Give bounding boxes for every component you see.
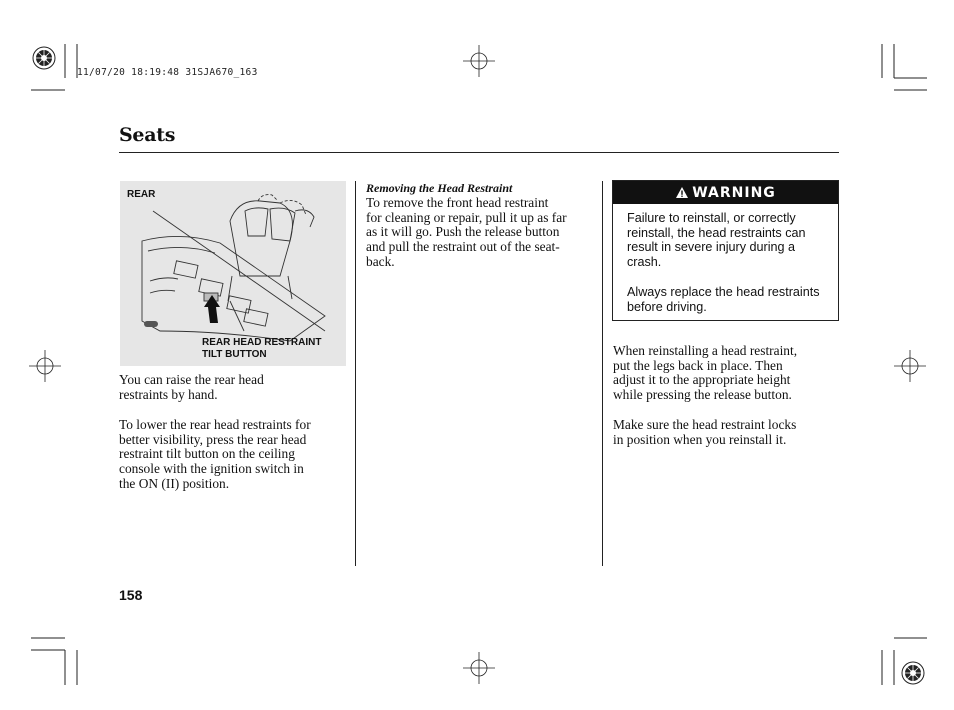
registration-mark-left <box>29 350 61 382</box>
starburst-mark-bottom-right <box>902 662 924 684</box>
removing-head-restraint-heading: Removing the Head Restraint <box>366 181 513 195</box>
starburst-mark-top-left <box>33 47 55 69</box>
title-rule <box>119 152 839 153</box>
removing-head-restraint-paragraph: To remove the front head restraint for cleaning or repair, pull it up as far as it will go. Push the release button and pull the restraint out of the seat- back. <box>366 195 567 269</box>
registration-mark-bottom <box>463 652 495 684</box>
registration-mark-right <box>894 350 926 382</box>
rear-raise-paragraph: You can raise the rear head restraints by hand. <box>119 372 264 402</box>
registration-mark-top <box>463 45 495 77</box>
page-number: 158 <box>119 587 143 603</box>
illustration-label-rear: REAR <box>127 189 156 200</box>
column-divider-right <box>602 181 603 566</box>
warning-header <box>613 181 838 204</box>
section-title: Seats <box>119 124 176 146</box>
illustration-label-tilt-button: REAR HEAD RESTRAINT TILT BUTTON <box>202 337 322 360</box>
warning-body <box>627 211 832 329</box>
print-timestamp: 11/07/20 18:19:48 31SJA670_163 <box>77 67 258 78</box>
warning-triangle-icon <box>675 186 689 199</box>
reinstall-paragraph: When reinstalling a head restraint, put the legs back in place. Then adjust it to the appropriate height while pressing the release button. <box>613 343 798 403</box>
rear-lower-paragraph: To lower the rear head restraints for better visibility, press the rear head restraint tilt button on the ceiling console with the ignition switch in the ON (II) position. <box>119 417 311 491</box>
lock-check-paragraph: Make sure the head restraint locks in position when you reinstall it. <box>613 417 797 447</box>
warning-paragraph-1: Failure to reinstall, or correctly reinstall, the head restraints can result in severe injury during a crash. <box>627 211 806 270</box>
warning-box <box>612 180 839 321</box>
column-divider-left <box>355 181 356 566</box>
warning-paragraph-2: Always replace the head restraints before driving. <box>627 284 820 314</box>
warning-label: WARNING <box>692 184 776 201</box>
